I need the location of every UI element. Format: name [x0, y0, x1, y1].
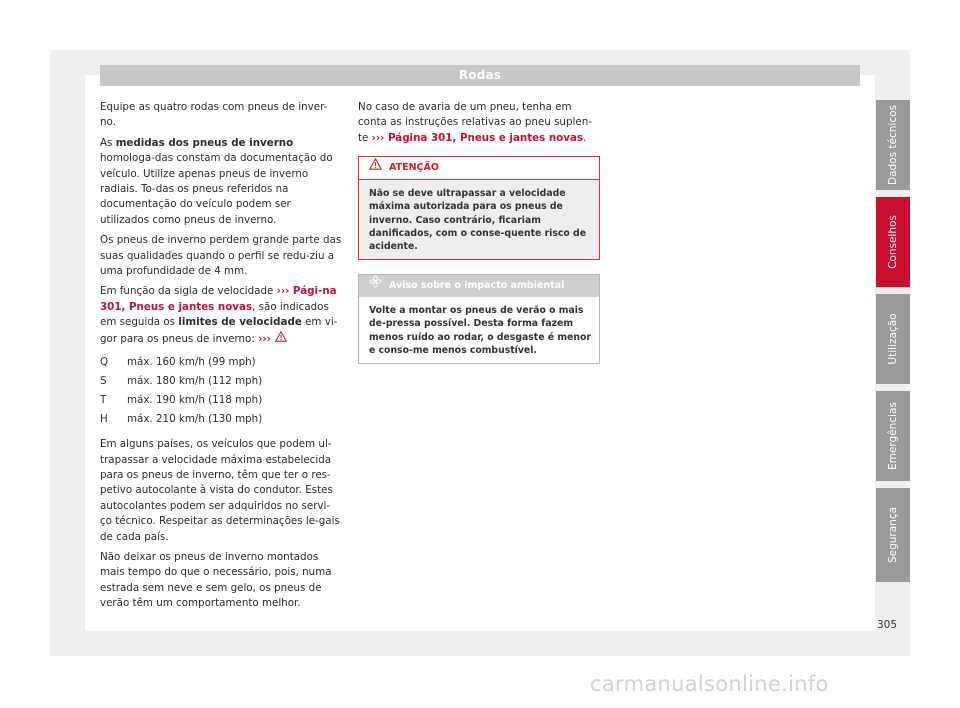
tab-conselhos[interactable]: Conselhos [876, 197, 910, 287]
paragraph-profile: Os pneus de inverno perdem grande parte das suas qualidades quando o perfil se redu-ziu a uma profundidade de 4 mm. [100, 234, 342, 278]
speed-code: T [100, 394, 107, 407]
speed-code: S [100, 375, 107, 388]
environment-note-title: Aviso sobre o impacto ambiental [389, 280, 565, 292]
page-reference-link[interactable]: ››› Pági-na 301, Pneus e jantes novas [100, 285, 337, 313]
tab-utilizacao[interactable]: Utilização [876, 294, 910, 384]
paragraph-dimensions: As medidas dos pneus de inverno homologa-das constam da documentação do veículo. Utilize apenas pneus de inverno radiais. To-das os pneus referidos na documentação do veículo podem ser utilizados como pneus de inverno. [100, 136, 333, 226]
warning-text: Não se deve ultrapassar a velocidade máxima autorizada para os pneus de inverno. Caso contrário, ficariam danificados, com o conse-quente risco de acidente. [359, 180, 599, 259]
warning-header [359, 157, 599, 180]
environment-flower-icon [369, 275, 389, 297]
warning-box [358, 156, 600, 260]
speed-value: máx. 210 km/h (130 mph) [127, 413, 263, 426]
speed-row [100, 353, 342, 372]
speed-code: H [100, 413, 108, 426]
bold-term: medidas dos pneus de inverno [115, 136, 294, 149]
speed-value: máx. 160 km/h (99 mph) [127, 356, 256, 369]
warning-triangle-icon [369, 157, 389, 179]
page-reference-link[interactable]: ››› Página 301, Pneus e jantes novas [371, 131, 584, 144]
paragraph-stickers: Em alguns países, os veículos que podem ul-trapassar a velocidade máxima estabelecida para os pneus de inverno, têm que ter o res-petivo autocolante à vista do condutor. Estes autocolantes podem ser adquiridos no servi-ço técnico. Respeitar as determinações le-gais de cada país. [100, 438, 340, 543]
environment-note-box [358, 274, 600, 364]
bold-term: limites de velocidade [178, 316, 302, 329]
speed-value: máx. 180 km/h (112 mph) [127, 375, 263, 388]
warning-triangle-icon [275, 333, 287, 345]
watermark-text: carmanualsonline.info [590, 672, 829, 696]
paragraph-spare-tyre: No caso de avaria de um pneu, tenha em conta as instruções relativas ao pneu suplen-te ››› Página 301, Pneus e jantes novas. [358, 101, 592, 144]
page-number: 305 [877, 619, 898, 631]
paragraph-speed-intro: Em função da sigla de velocidade ››› Pági-na 301, Pneus e jantes novas, são indicados em seguida os limites de velocidade em vi-gor para os pneus de inverno: ››› [100, 285, 338, 345]
warning-title: ATENÇÃO [389, 162, 439, 174]
speed-limits-list [100, 353, 342, 429]
speed-code: Q [100, 356, 109, 369]
environment-note-text: Volte a montar os pneus de verão o mais de-pressa possível. Desta forma fazem menos ruído ao rodar, o desgaste é menor e conso-me menos combustível. [359, 297, 599, 363]
paragraph-summer-tyres: Não deixar os pneus de inverno montados mais tempo do que o necessário, pois, numa estrada sem neve e sem gelo, os pneus de verão têm um comportamento melhor. [100, 550, 332, 610]
left-column [100, 100, 342, 617]
speed-row [100, 410, 342, 429]
right-column [358, 100, 600, 364]
tab-dados-tecnicos[interactable]: Dados técnicos [876, 100, 910, 190]
warning-reference-arrow[interactable]: ››› [258, 332, 271, 345]
section-header: Rodas [100, 65, 860, 86]
speed-row [100, 391, 342, 410]
tab-seguranca[interactable]: Segurança [876, 488, 910, 582]
paragraph-intro: Equipe as quatro rodas com pneus de inver-no. [100, 101, 328, 129]
speed-value: máx. 190 km/h (118 mph) [127, 394, 263, 407]
tab-emergencias[interactable]: Emergências [876, 391, 910, 481]
environment-note-header [359, 275, 599, 297]
speed-row [100, 372, 342, 391]
